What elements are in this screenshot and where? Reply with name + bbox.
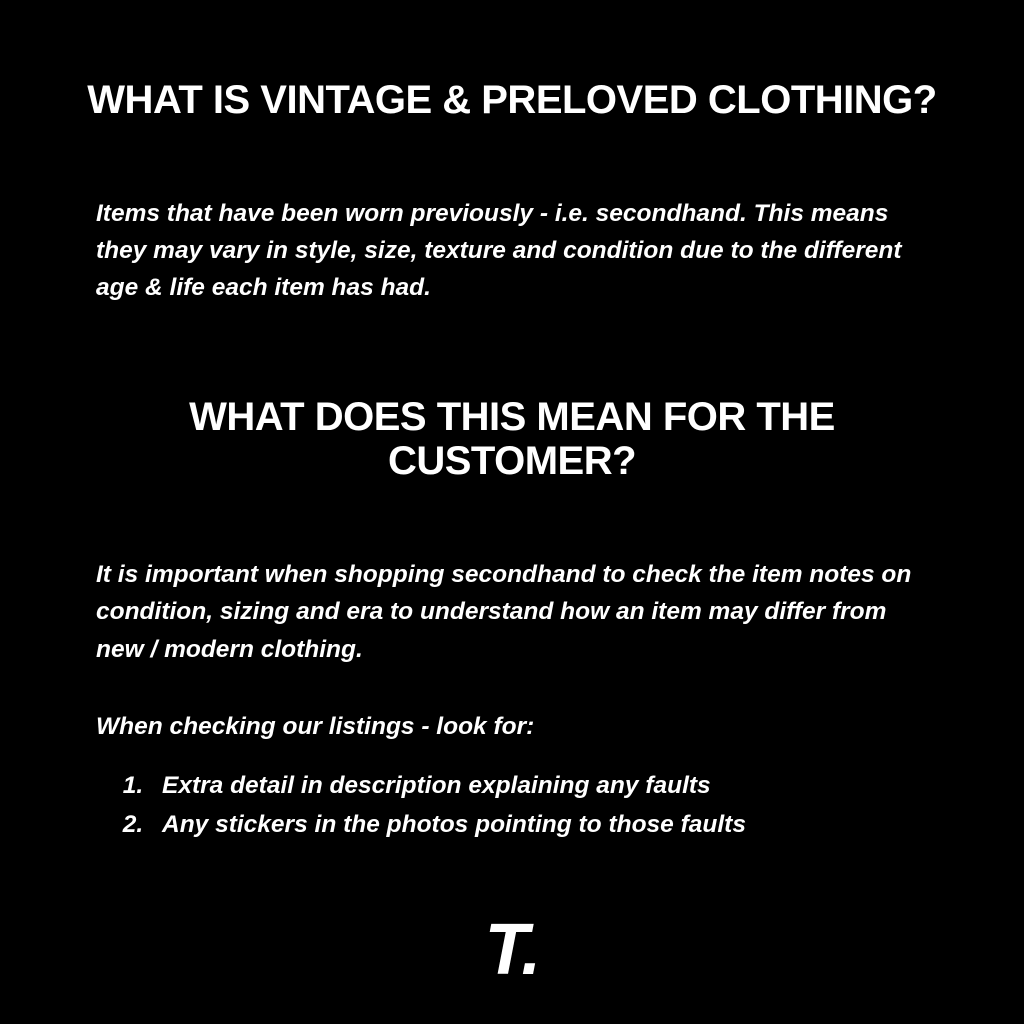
faults-list	[0, 767, 1024, 844]
section-2-paragraph: It is important when shopping secondhand to check the item notes on condition, sizing and era to understand how an item may differ from new / modern clothing.	[96, 561, 912, 663]
section-2-heading-wrap	[0, 395, 1024, 485]
section-2-title: WHAT DOES THIS MEAN FOR THE CUSTOMER?	[189, 394, 835, 484]
list-item: 1. Extra detail in description explaining any faults	[150, 767, 1024, 806]
logo-text: T.	[484, 910, 540, 990]
brand-logo	[0, 910, 1024, 990]
list-item: 2. Any stickers in the photos pointing to those faults	[150, 806, 1024, 845]
section-1-paragraph: Items that have been worn previously - i.e. secondhand. This means they may vary in style, size, texture and condition due to the different age & life each item has had.	[96, 199, 902, 302]
section-2-prompt-wrap	[0, 708, 1024, 745]
page-title: WHAT IS VINTAGE & PRELOVED CLOTHING?	[87, 78, 937, 122]
section-2-body	[0, 556, 1024, 668]
section-1-body	[0, 195, 1024, 307]
section-2-prompt: When checking our listings - look for:	[96, 712, 535, 740]
